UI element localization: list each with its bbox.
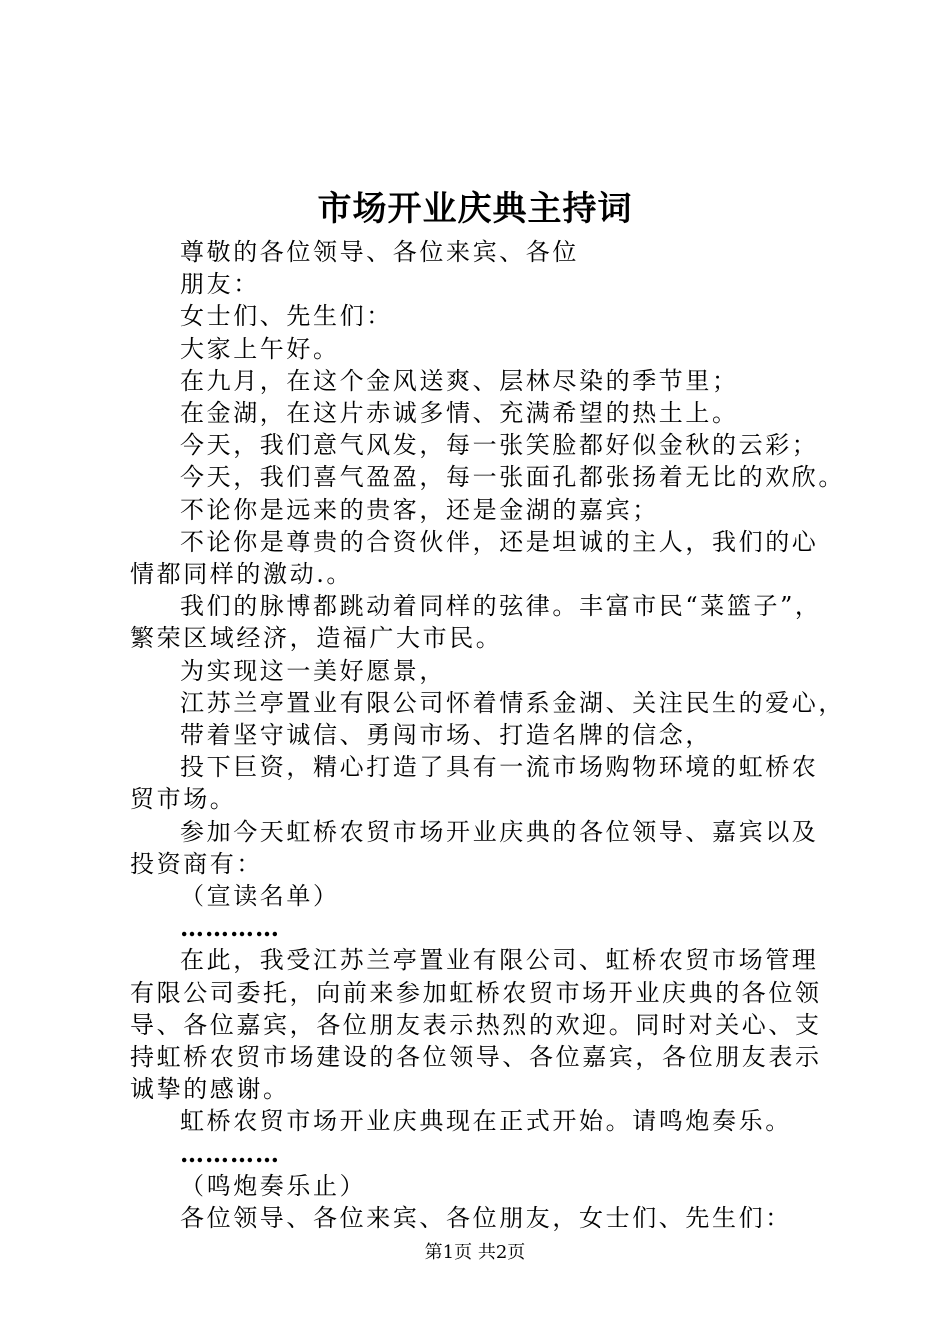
paragraph: 在九月，在这个金风送爽、层林尽染的季节里； bbox=[180, 366, 739, 395]
document-title: 市场开业庆典主持词 bbox=[317, 189, 633, 229]
paragraph: 尊敬的各位领导、各位来宾、各位 bbox=[180, 238, 579, 266]
paragraph: 今天，我们意气风发，每一张笑脸都好似金秋的云彩； bbox=[180, 431, 819, 460]
paragraph: 我们的脉博都跳动着同样的弦律。丰富市民“菜篮子”，繁荣区域经济，造福广大市民。 bbox=[130, 592, 822, 653]
document-body bbox=[130, 236, 845, 1234]
paragraph: 为实现这一美好愿景， bbox=[180, 656, 446, 685]
paragraph: 不论你是尊贵的合资伙伴，还是坦诚的主人，我们的心情都同样的激动.。 bbox=[130, 527, 819, 589]
paragraph: 投下巨资，精心打造了具有一流市场购物环境的虹桥农贸市场。 bbox=[130, 753, 819, 814]
page-footer: 第1页 共2页 bbox=[424, 1242, 526, 1263]
paragraph: 不论你是远来的贵客，还是金湖的嘉宾； bbox=[180, 495, 659, 524]
paragraph: 在金湖，在这片赤诚多情、充满希望的热土上。 bbox=[180, 399, 739, 428]
paragraph: 带着坚守诚信、勇闯市场、打造名牌的信念， bbox=[180, 721, 712, 750]
paragraph: 大家上午好。 bbox=[180, 334, 340, 363]
paragraph: 江苏兰亭置业有限公司怀着情系金湖、关注民生的爱心， bbox=[180, 688, 845, 717]
paragraph: 今天，我们喜气盈盈，每一张面孔都张扬着无比的欢欣。 bbox=[180, 463, 845, 492]
paragraph: 虹桥农贸市场开业庆典现在正式开始。请鸣炮奏乐。 bbox=[180, 1107, 792, 1136]
paragraph: 参加今天虹桥农贸市场开业庆典的各位领导、嘉宾以及投资商有： bbox=[130, 817, 819, 878]
paragraph: 女士们、先生们： bbox=[180, 302, 393, 331]
paragraph: 在此，我受江苏兰亭置业有限公司、虹桥农贸市场管理有限公司委托，向前来参加虹桥农贸市场开业庆典的各位领导、各位嘉宾，各位朋友表示热烈的欢迎。同时对关心、支持虹桥农贸市场建设的各位领导、各位嘉宾，各位朋友表示诚挚的感谢。 bbox=[130, 946, 822, 1104]
paragraph: （鸣炮奏乐止） bbox=[180, 1171, 367, 1200]
ellipsis-line: ………… bbox=[180, 913, 280, 943]
ellipsis-line: ………… bbox=[180, 1138, 280, 1168]
paragraph: 朋友： bbox=[180, 270, 260, 299]
paragraph: （宣读名单） bbox=[180, 882, 340, 911]
paragraph: 各位领导、各位来宾、各位朋友，女士们、先生们： bbox=[180, 1204, 792, 1233]
